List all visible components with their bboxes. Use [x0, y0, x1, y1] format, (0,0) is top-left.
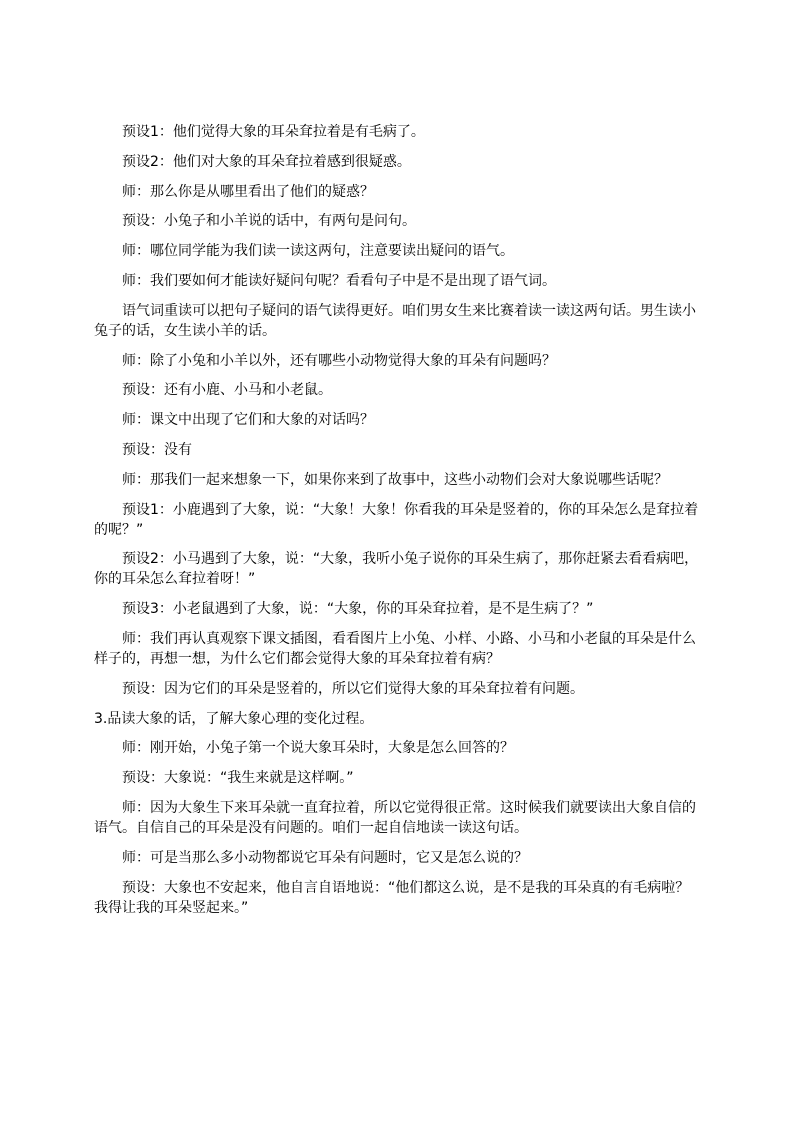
paragraph: 师：我们要如何才能读好疑问句呢？看看句子中是不是出现了语气词。 [122, 272, 556, 289]
paragraph: 师：我们再认真观察下课文插图，看看图片上小兔、小样、小路、小马和小老鼠的耳朵是什么样子的，再想一想，为什么它们都会觉得大象的耳朵耷拉着有病？ [94, 630, 696, 667]
paragraph: 预设：因为它们的耳朵是竖着的，所以它们觉得大象的耳朵耷拉着有问题。 [122, 680, 584, 697]
paragraph: 预设1：他们觉得大象的耳朵耷拉着是有毛病了。 [122, 124, 425, 140]
paragraph: 师：可是当那么多小动物都说它耳朵有问题时，它又是怎么说的？ [122, 849, 528, 866]
paragraph: 师：哪位同学能为我们读一读这两句，注意要读出疑问的语气。 [122, 243, 514, 260]
paragraph: 预设：大象也不安起来，他自言自语地说：“他们都这么说，是不是我的耳朵真的有毛病啦？我得让我的耳朵竖起来。” [94, 879, 690, 916]
paragraph: 预设：大象说：“我生来就是这样啊。” [122, 770, 354, 787]
paragraph: 师：那我们一起来想象一下，如果你来到了故事中，这些小动物们会对大象说哪些话呢？ [122, 471, 668, 488]
paragraph: 师：刚开始，小兔子第一个说大象耳朵时，大象是怎么回答的？ [122, 740, 514, 757]
paragraph: 预设：还有小鹿、小马和小老鼠。 [122, 382, 332, 399]
paragraph: 语气词重读可以把句子疑问的语气读得更好。咱们男女生来比赛着读一读这两句话。男生读小兔子的话，女生读小羊的话。 [94, 302, 696, 339]
paragraph: 预设2：他们对大象的耳朵耷拉着感到很疑惑。 [122, 153, 411, 170]
paragraph: 预设：小兔子和小羊说的话中，有两句是问句。 [122, 213, 416, 230]
paragraph: 师：除了小兔和小羊以外，还有哪些小动物觉得大象的耳朵有问题吗？ [122, 352, 556, 369]
paragraph: 预设3：小老鼠遇到了大象，说：“大象，你的耳朵耷拉着，是不是生病了？” [122, 601, 594, 618]
paragraph: 3.品读大象的话，了解大象心理的变化过程。 [94, 710, 374, 727]
paragraph: 预设1：小鹿遇到了大象，说：“大象！大象！你看我的耳朵是竖着的，你的耳朵怎么是耷拉着的呢？” [94, 501, 699, 538]
paragraph: 师：课文中出现了它们和大象的对话吗？ [122, 412, 374, 429]
paragraph: 师：那么你是从哪里看出了他们的疑惑？ [122, 183, 374, 200]
paragraph: 预设2：小马遇到了大象，说：“大象，我听小兔子说你的耳朵生病了，那你赶紧去看看病吧，你的耳朵怎么耷拉着呀！” [94, 551, 699, 588]
document-page [94, 122, 702, 927]
paragraph: 师：因为大象生下来耳朵就一直耷拉着，所以它觉得很正常。这时候我们就要读出大象自信的语气。自信自己的耳朵是没有问题的。咱们一起自信地读一读这句话。 [94, 799, 696, 836]
paragraph: 预设：没有 [122, 441, 192, 458]
